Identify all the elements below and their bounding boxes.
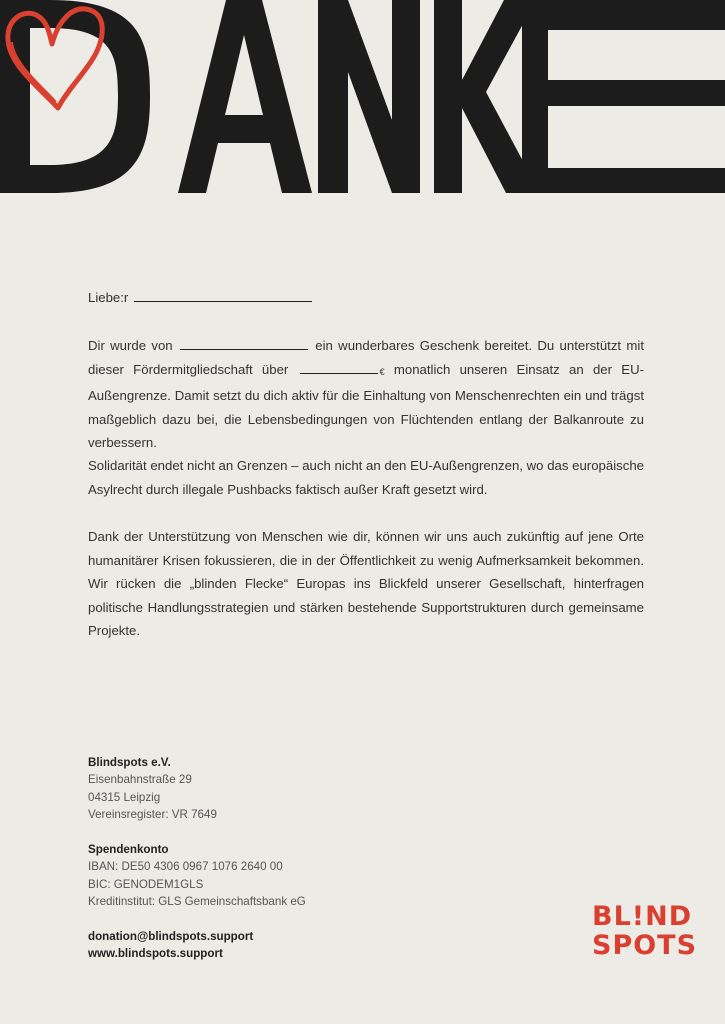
bank-block <box>88 841 306 911</box>
bank-name: Kreditinstitut: GLS Gemeinschaftsbank eG <box>88 895 306 909</box>
city: 04315 Leipzig <box>88 790 161 804</box>
amount-blank[interactable] <box>300 361 378 374</box>
recipient-name-blank[interactable] <box>134 289 312 302</box>
paragraph-gift: Dir wurde von ein wunderbares Geschenk bereitet. Du unterstützt mit dieser Fördermitgliedschaft über € monatlich unseren Einsatz an der EU-Außengrenze. Damit setzt du dich aktiv für die Einhaltung von Menschenrechten ein und trägst maßgeblich dazu bei, die Lebensbedingungen von Flüchtenden entlang der Balkanroute zu verbessern. <box>88 338 645 451</box>
header-banner <box>0 0 725 240</box>
website-link[interactable]: www.blindspots.support <box>88 947 223 961</box>
bank-heading: Spendenkonto <box>88 843 169 856</box>
euro-sign: € <box>379 366 385 377</box>
salutation: Liebe:r <box>88 286 644 310</box>
street: Eisenbahnstraße 29 <box>88 773 192 787</box>
giver-name-blank[interactable] <box>180 337 308 350</box>
iban: IBAN: DE50 4306 0967 1076 2640 00 <box>88 860 283 874</box>
bic: BIC: GENODEM1GLS <box>88 877 204 891</box>
org-name: Blindspots e.V. <box>88 756 171 769</box>
blindspots-logo: BL!ND SPOTS <box>592 901 698 961</box>
paragraph-solidarity: Solidarität endet nicht an Grenzen – auch nicht an den EU-Außengrenzen, wo das europäische Asylrecht durch illegale Pushbacks faktisch außer Kraft gesetzt wird. <box>88 458 644 497</box>
paragraph-thanks: Dank der Unterstützung von Menschen wie dir, können wir uns auch zukünftig auf jene Orte humanitärer Krisen fokussieren, die in der Öffentlichkeit zu wenig Aufmerksamkeit bekommen. Wir rücken die „blinden Flecke“ Europas ins Blickfeld unserer Gesellschaft, hinterfragen politische Handlungsstrategien und stärken bestehende Supportstrukturen durch gemeinsame Projekte. <box>88 529 644 639</box>
contact-block <box>88 928 253 963</box>
address-block <box>88 754 217 824</box>
register-number: Vereinsregister: VR 7649 <box>88 808 217 822</box>
email-link[interactable]: donation@blindspots.support <box>88 930 254 943</box>
heart-icon <box>0 0 110 118</box>
